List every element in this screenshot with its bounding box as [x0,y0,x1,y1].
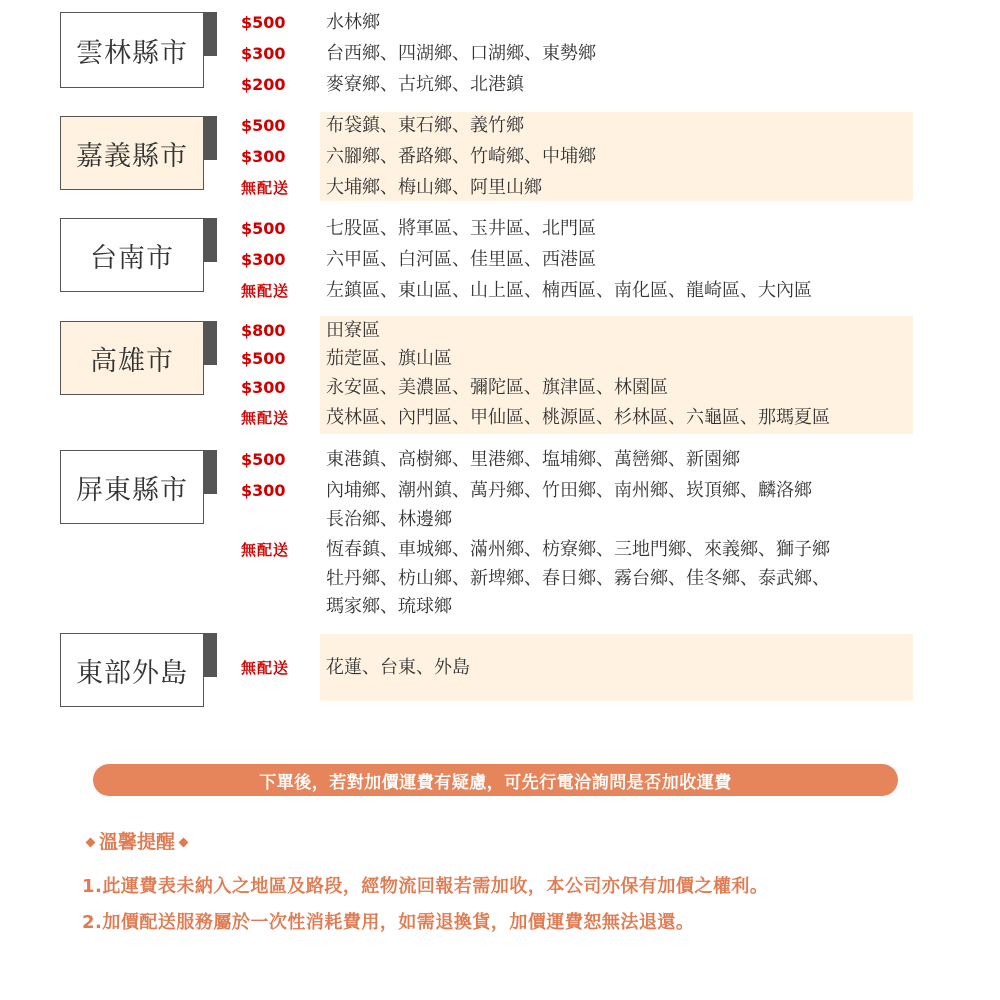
fee-areas: 水林鄉 [326,12,380,33]
fee-areas: 台西鄉、四湖鄉、口湖鄉、東勢鄉 [326,43,596,64]
fee-price: $500 [241,219,286,238]
fee-areas: 茄萣區、旗山區 [326,348,452,369]
fee-row [0,596,1000,618]
fee-row [0,509,1000,531]
fee-row [0,377,1000,399]
fee-areas: 布袋鎮、東石鄉、義竹鄉 [326,115,524,136]
fee-areas: 長治鄉、林邊鄉 [326,509,452,530]
fee-row [0,280,1000,302]
county-label: 高雄市 [60,321,204,395]
fee-row [0,43,1000,65]
fee-price: $300 [241,481,286,500]
diamond-icon [179,837,189,847]
fee-price: 無配送 [241,541,290,559]
fee-row [0,249,1000,271]
fee-areas: 田寮區 [326,320,380,341]
county-label: 台南市 [60,218,204,292]
fee-areas: 花蓮、台東、外島 [326,657,470,678]
fee-price: $300 [241,250,286,269]
fee-price: $500 [241,13,286,32]
notice-banner: 下單後，若對加價運費有疑慮，可先行電洽詢問是否加收運費 [93,764,898,796]
fee-row [0,218,1000,240]
tips-title-text: 溫馨提醒 [99,831,176,853]
fee-areas: 六甲區、白河區、佳里區、西港區 [326,249,596,270]
fee-row [0,115,1000,137]
diamond-icon [86,837,96,847]
fee-row [0,539,1000,561]
fee-row [0,12,1000,34]
tip-item: 2.加價配送服務屬於一次性消耗費用，如需退換貨，加價運費恕無法退還。 [82,912,695,933]
fee-row [0,146,1000,168]
fee-price: 無配送 [241,282,290,300]
county-label: 屏東縣市 [60,450,204,524]
fee-row [0,449,1000,471]
fee-areas: 恆春鎮、車城鄉、滿州鄉、枋寮鄉、三地門鄉、來義鄉、獅子鄉 [326,539,830,560]
fee-price: $300 [241,44,286,63]
fee-areas: 東港鎮、高樹鄉、里港鄉、塩埔鄉、萬巒鄉、新園鄉 [326,449,740,470]
fee-areas: 麥寮鄉、古坑鄉、北港鎮 [326,74,524,95]
fee-price: $300 [241,378,286,397]
fee-areas: 茂林區、內門區、甲仙區、桃源區、杉林區、六龜區、那瑪夏區 [326,407,830,428]
fee-row [0,177,1000,199]
fee-price: $200 [241,75,286,94]
fee-areas: 大埔鄉、梅山鄉、阿里山鄉 [326,177,542,198]
fee-price: 無配送 [241,179,290,197]
fee-row [0,407,1000,429]
fee-price: $300 [241,147,286,166]
fee-row [0,657,1000,679]
fee-areas: 永安區、美濃區、彌陀區、旗津區、林園區 [326,377,668,398]
fee-areas: 七股區、將軍區、玉井區、北門區 [326,218,596,239]
fee-price: $500 [241,349,286,368]
fee-row [0,74,1000,96]
fee-areas: 牡丹鄉、枋山鄉、新埤鄉、春日鄉、霧台鄉、佳冬鄉、泰武鄉、 [326,568,830,589]
fee-areas: 六腳鄉、番路鄉、竹崎鄉、中埔鄉 [326,146,596,167]
fee-price: 無配送 [241,659,290,677]
fee-price: $500 [241,450,286,469]
county-label: 嘉義縣市 [60,116,204,190]
fee-price: 無配送 [241,409,290,427]
tip-item: 1.此運費表未納入之地區及路段，經物流回報若需加收，本公司亦保有加價之權利。 [82,876,769,897]
fee-row [0,480,1000,502]
fee-price: $800 [241,321,286,340]
fee-price: $500 [241,116,286,135]
county-label: 東部外島 [60,633,204,707]
fee-row [0,568,1000,590]
fee-row [0,320,1000,342]
fee-row [0,348,1000,370]
county-label: 雲林縣市 [60,12,204,88]
fee-areas: 內埔鄉、潮州鎮、萬丹鄉、竹田鄉、南州鄉、崁頂鄉、麟洛鄉 [326,480,812,501]
tips-title [82,829,192,855]
fee-areas: 左鎮區、東山區、山上區、楠西區、南化區、龍崎區、大內區 [326,280,812,301]
fee-areas: 瑪家鄉、琉球鄉 [326,596,452,617]
